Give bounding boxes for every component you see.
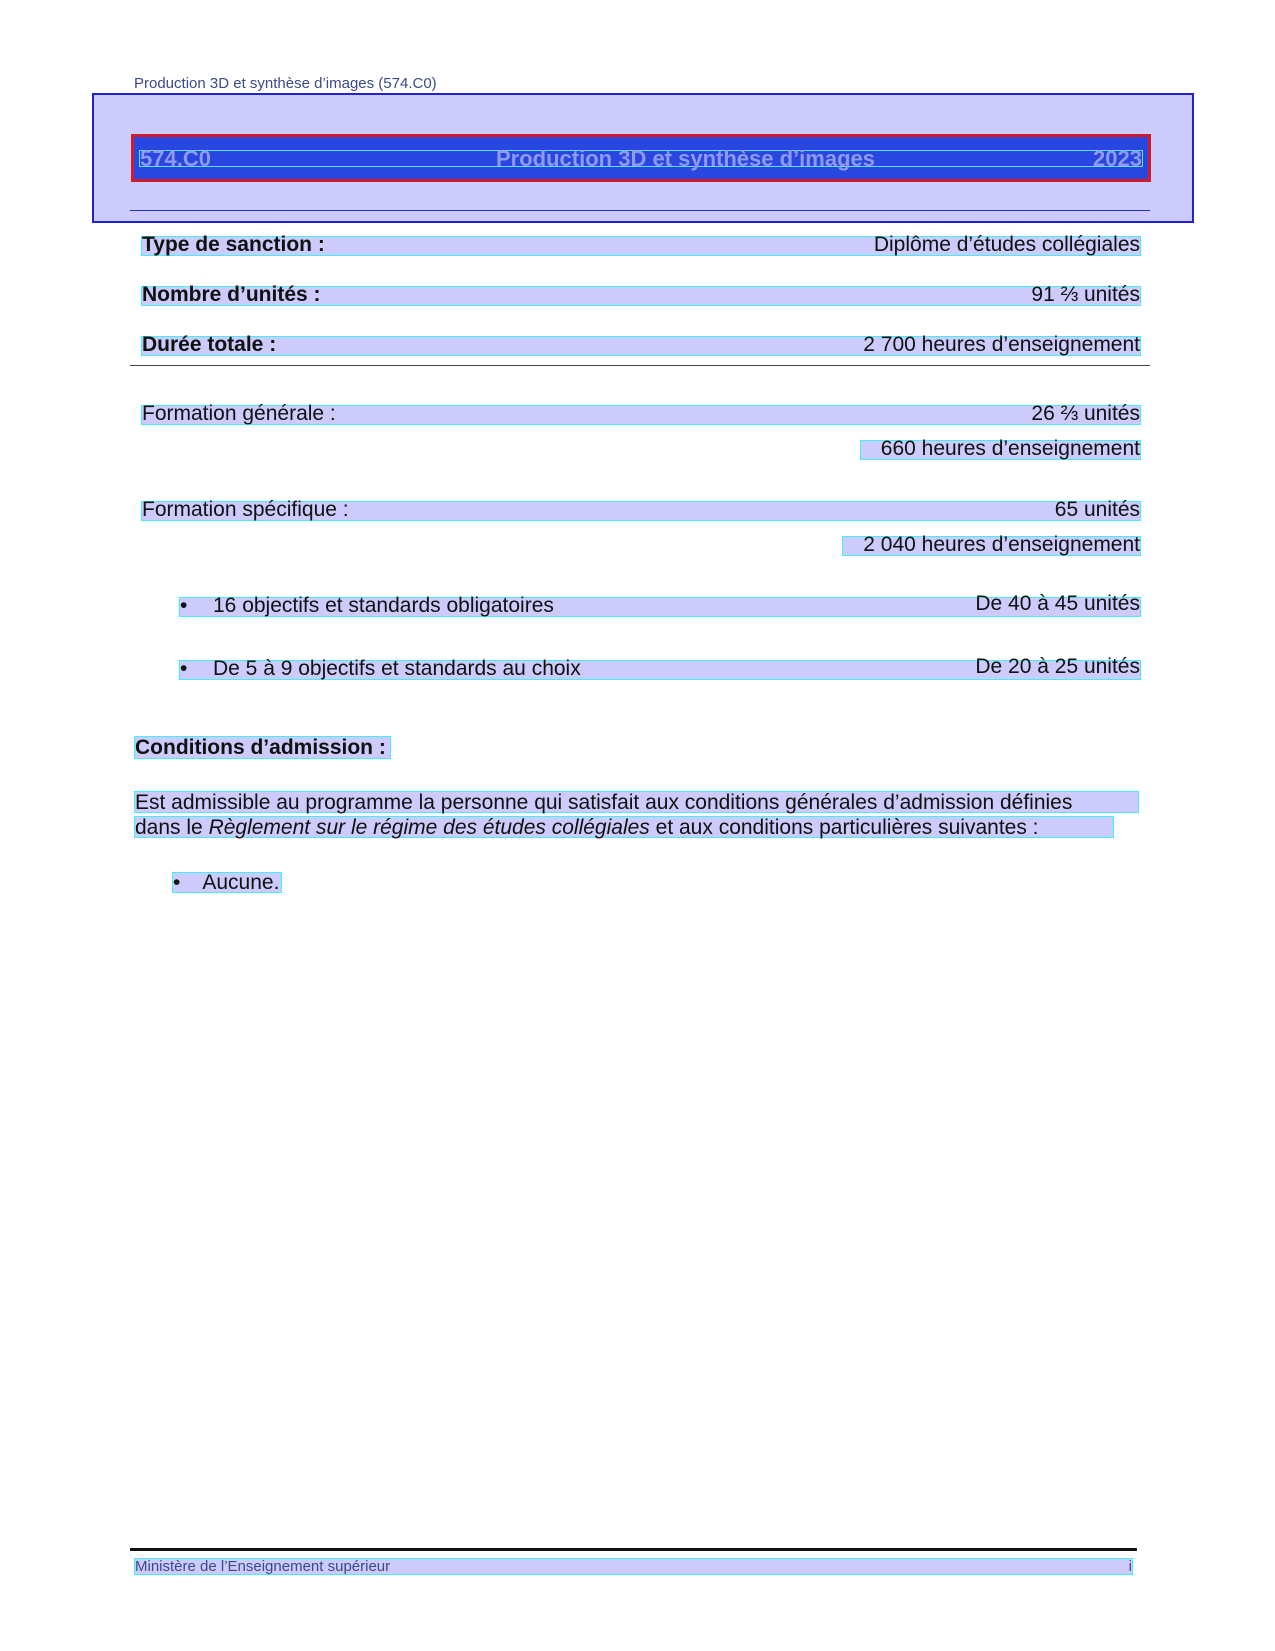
admission-text-line-2 — [134, 816, 1114, 838]
admission-heading: Conditions d’admission : — [134, 736, 391, 759]
section-divider — [130, 365, 1150, 366]
specific-training-units: 65 unités — [1054, 498, 1140, 521]
regulation-title: Règlement sur le régime des études collégiales — [208, 816, 650, 839]
list-item-value: De 40 à 45 unités — [975, 592, 1140, 615]
list-item-value: De 20 à 25 unités — [975, 655, 1140, 678]
title-separator — [130, 210, 1150, 211]
footer-ministry: Ministère de l’Enseignement supérieur — [135, 1558, 391, 1575]
bullet-icon: • — [180, 657, 188, 680]
bullet-icon: • — [180, 594, 188, 617]
duration-label: Durée totale : — [142, 333, 277, 356]
units-value: 91 ⅔ unités — [1031, 283, 1140, 306]
general-training-hours-box — [860, 437, 1141, 460]
specific-training-label: Formation spécifique : — [142, 498, 349, 521]
title-bar — [131, 134, 1151, 182]
general-training-row — [141, 402, 1141, 425]
running-header: Production 3D et synthèse d’images (574.C0) — [134, 75, 437, 92]
sanction-row — [141, 233, 1141, 256]
program-name: Production 3D et synthèse d’images — [496, 146, 875, 171]
general-training-hours: 660 heures d’enseignement — [880, 437, 1140, 460]
bullet-icon: • — [173, 871, 181, 894]
specific-training-row — [141, 498, 1141, 521]
footer-rule — [130, 1548, 1137, 1551]
sanction-value: Diplôme d’études collégiales — [873, 233, 1140, 256]
line2-before: dans le — [135, 816, 209, 839]
list-item — [179, 655, 1141, 680]
admission-condition-text: Aucune. — [202, 871, 280, 894]
page-footer — [134, 1558, 1133, 1575]
program-code: 574.C0 — [140, 146, 211, 171]
units-label: Nombre d’unités : — [142, 283, 321, 306]
line2-after: et aux conditions particulières suivantes : — [649, 816, 1039, 839]
specific-training-hours: 2 040 heures d’enseignement — [863, 533, 1140, 556]
duration-value: 2 700 heures d’enseignement — [863, 333, 1140, 356]
list-item-text: De 5 à 9 objectifs et standards au choix — [213, 657, 581, 680]
admission-text-line-1: Est admissible au programme la personne qui satisfait aux conditions générales d’admission définies — [134, 791, 1139, 813]
list-item — [179, 592, 1141, 617]
admission-condition-item — [172, 872, 282, 893]
sanction-label: Type de sanction : — [142, 233, 325, 256]
general-training-label: Formation générale : — [142, 402, 336, 425]
list-item-text: 16 objectifs et standards obligatoires — [213, 594, 554, 617]
specific-training-hours-box — [842, 533, 1141, 556]
program-year: 2023 — [1093, 146, 1142, 171]
duration-row — [141, 333, 1141, 356]
general-training-units: 26 ⅔ unités — [1031, 402, 1140, 425]
page-number: i — [1128, 1558, 1132, 1575]
units-row — [141, 283, 1141, 306]
